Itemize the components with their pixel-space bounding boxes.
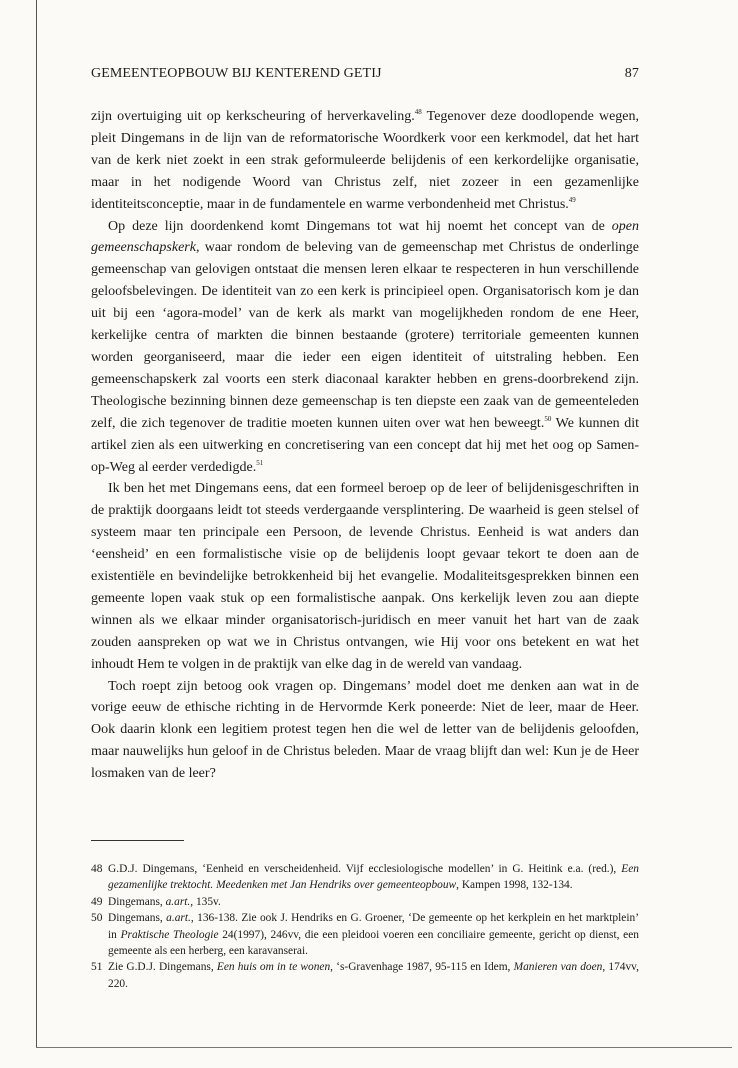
- footnote-number: 51: [91, 961, 103, 974]
- footnote-number: 48: [91, 863, 103, 875]
- footnote: 48 G.D.J. Dingemans, ‘Eenheid en verscheidenheid. Vijf ecclesiologische modellen’ in G. Heitink e.a. (red.), Een gezamenlijke trektocht. Meedenken met Jan Hendriks over gemeenteopbouw, Kampen 1998, 132-134.: [91, 861, 639, 894]
- paragraph: Ik ben het met Dingemans eens, dat een formeel beroep op de leer of belijdenisgeschriften in de praktijk doorgaans leidt tot steeds verdergaande versplintering. De waarheid is geen stelsel of systeem maar ten principale een Persoon, de levende Christus. Eenheid is wat anders dan ‘eensheid’ en een formalistische visie op de belijdenis loopt gevaar tekort te doen aan de existentiële en bevindelijke betrokkenheid bij het evangelie. Modaliteitsgesprekken binnen een gemeente lopen vaak stuk op een formalistische aanpak. Ons kerkelijk leven zou aan diepte winnen als we elkaar minder organisatorisch-juridisch en meer vanuit het hart van de zaak zouden aanspreken op wat we in Christus ontvangen, wie Hij voor ons betekent en wat het inhoudt Hem te volgen in de praktijk van elke dag in de wereld van vandaag.: [91, 481, 639, 672]
- footnotes: [91, 861, 639, 992]
- page-number: 87: [624, 66, 639, 81]
- page-left-edge: [36, 0, 37, 1048]
- main-text: [91, 106, 639, 785]
- footnote: 49 Dingemans, a.art., 135v.: [91, 894, 639, 910]
- footnote-ref: 49: [568, 195, 576, 204]
- footnote: 50 Dingemans, a.art., 136-138. Zie ook J. Hendriks en G. Groener, ‘De gemeente op het kerkplein en het marktplein’ in Praktische Theologie 24(1997), 246vv, die een pleidooi voeren een conciliaire gemeente, gericht op dienst, een gemeente als een herberg, een karavanserai.: [91, 910, 639, 959]
- footnote: 51 Zie G.D.J. Dingemans, Een huis om in te wonen, ‘s-Gravenhage 1987, 95-115 en Idem, Manieren van doen, 174vv, 220.: [91, 959, 639, 992]
- footnote-ref: 50: [544, 414, 552, 423]
- running-header: [91, 66, 639, 82]
- footnote-number: 50: [91, 912, 103, 925]
- footnote-separator: [91, 840, 184, 841]
- footnote-number: 49: [91, 895, 103, 908]
- paragraph: Toch roept zijn betoog ook vragen op. Dingemans’ model doet me denken aan wat in de vorige eeuw de ethische richting in de Hervormde Kerk poneerde: Niet de leer, maar de Heer. Ook daarin klonk een legitiem protest tegen hen die wel de letter van de belijdenis geloofden, maar nauwelijks hun geloof in de Christus beleden. Maar de vraag blijft dan wel: Kun je de Heer losmaken van de leer?: [91, 678, 639, 782]
- running-title: GEMEENTEOPBOUW BIJ KENTEREND GETIJ: [91, 66, 382, 81]
- footnote-ref: 48: [414, 108, 422, 116]
- emphasis: open gemeenschapskerk: [91, 218, 639, 256]
- paragraph: zijn overtuiging uit op kerkscheuring of herverkaveling.$^{48}$ Tegenover deze doodlopende wegen, pleit Dingemans in de lijn van de reformatorische Woordkerk voor een kerkmodel, dat het hart van de kerk niet zoekt in een strak geformuleerde belijdenis of een kerkordelijke organisatie, maar in het nodigende Woord van Christus zelf, niet zozeer in een gezamenlijke identiteitsconceptie, maar in de fundamentele en warme verbondenheid met Christus.$^{49}$: [91, 108, 639, 212]
- paragraph: Op deze lijn doordenkend komt Dingemans tot wat hij noemt het concept van de open gemeenschapskerk, waar rondom de beleving van de gemeenschap met Christus de onderlinge gemeenschap van gelovigen ontstaat die mensen leren elkaar te respecteren in hun verschillende geloofsbelevingen. De identiteit van zo een kerk is principieel open. Organisatorisch kom je dan uit bij een ‘agora-model’ van de kerk als markt van mogelijkheden rondom de ene Heer, kerkelijke centra of markten die binnen bestaande (grotere) territoriale gemeenten kunnen worden georganiseerd, maar die ieder een eigen identiteit of uitstraling hebben. Een gemeenschapskerk zal voorts een sterk diaconaal karakter hebben en grens-doorbrekend zijn. Theologische bezinning binnen deze gemeenschap is ten diepste een zaak van de gemeenteleden zelf, die zich tegenover de traditie moeten kunnen uiten over wat hen beweegt.$^{50}$ We kunnen dit artikel zien als een uitwerking en concretisering van een concept dat hij met het oog op Samen-op-Weg al eerder verdedigde.$^{51}$: [91, 218, 640, 475]
- page-bottom-edge: [36, 1047, 732, 1048]
- footnote-ref: 51: [256, 458, 264, 467]
